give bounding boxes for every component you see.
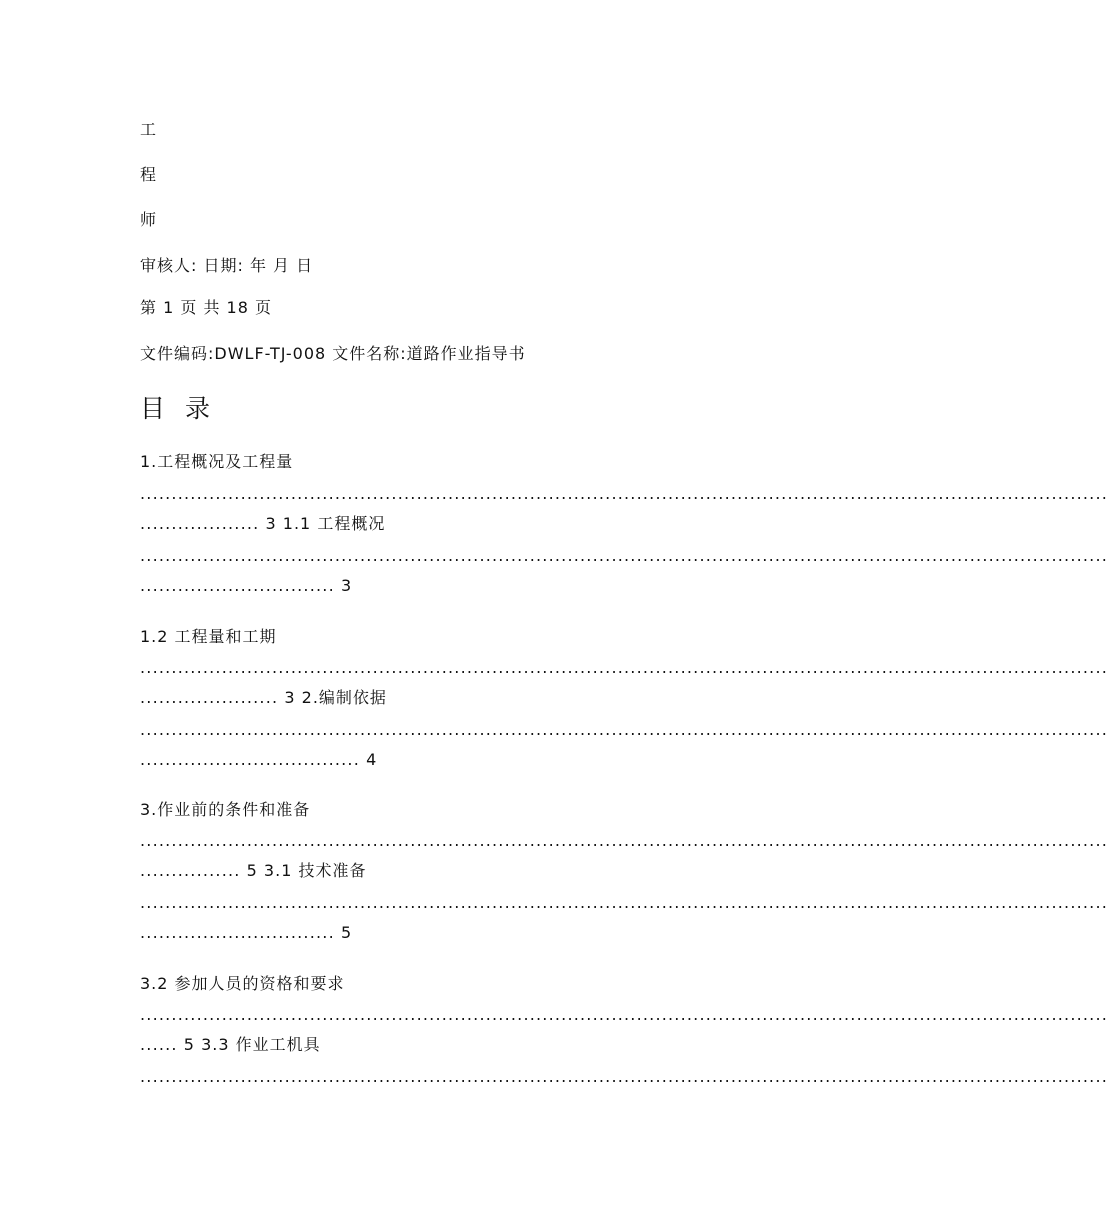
toc-dots: ............................... <box>140 923 335 942</box>
toc-page-number: 5 <box>334 923 353 942</box>
toc-page-and-next: 3 2.编制依据 <box>278 688 387 707</box>
toc-entry-row-5 <box>140 861 366 881</box>
toc-dots: ................................... <box>140 750 361 769</box>
toc-dots: ................ <box>140 861 241 880</box>
toc-leader-2: .......................................................................................................................................................... <box>140 546 1108 565</box>
toc-entry-row-2 <box>140 576 352 596</box>
document-code-name: 文件编码:DWLF-TJ-008 文件名称:道路作业指导书 <box>140 344 526 363</box>
toc-heading-5: 3.作业前的条件和准备 <box>140 800 311 819</box>
role-char-3: 师 <box>140 210 158 229</box>
toc-entry-row-1 <box>140 514 385 534</box>
toc-entry-row-7 <box>140 1035 321 1055</box>
page-info: 第 1 页 共 18 页 <box>140 298 272 317</box>
toc-leader-5: .......................................................................................................................................................... <box>140 831 1108 850</box>
toc-leader-6: .......................................................................................................................................................... <box>140 893 1108 912</box>
toc-page-number: 4 <box>360 750 378 769</box>
toc-page-number: 3 <box>334 576 353 595</box>
toc-dots: ...... <box>140 1035 178 1054</box>
role-char-2: 程 <box>140 165 158 184</box>
toc-dots: ............................... <box>140 576 335 595</box>
toc-entry-row-4 <box>140 750 377 770</box>
toc-dots: ...................... <box>140 688 279 707</box>
toc-title: 目 录 <box>140 394 216 423</box>
toc-leader-1: .......................................................................................................................................................... <box>140 484 1108 503</box>
role-char-1: 工 <box>140 120 158 139</box>
toc-leader-8: .......................................................................................................................................................... <box>140 1067 1108 1086</box>
toc-page-and-next: 3 1.1 工程概况 <box>259 514 386 533</box>
reviewer-date-line: 审核人: 日期: 年 月 日 <box>140 256 314 275</box>
toc-heading-7: 3.2 参加人员的资格和要求 <box>140 974 345 993</box>
toc-entry-row-3 <box>140 688 387 708</box>
toc-entry-row-6 <box>140 923 352 943</box>
toc-page-and-next: 5 3.3 作业工机具 <box>177 1035 321 1054</box>
toc-page-and-next: 5 3.1 技术准备 <box>240 861 367 880</box>
toc-dots: ................... <box>140 514 260 533</box>
toc-leader-7: .......................................................................................................................................................... <box>140 1005 1108 1024</box>
toc-heading-3: 1.2 工程量和工期 <box>140 627 277 646</box>
toc-leader-4: .......................................................................................................................................................... <box>140 720 1108 739</box>
toc-heading-1: 1.工程概况及工程量 <box>140 452 294 471</box>
toc-leader-3: .......................................................................................................................................................... <box>140 658 1108 677</box>
